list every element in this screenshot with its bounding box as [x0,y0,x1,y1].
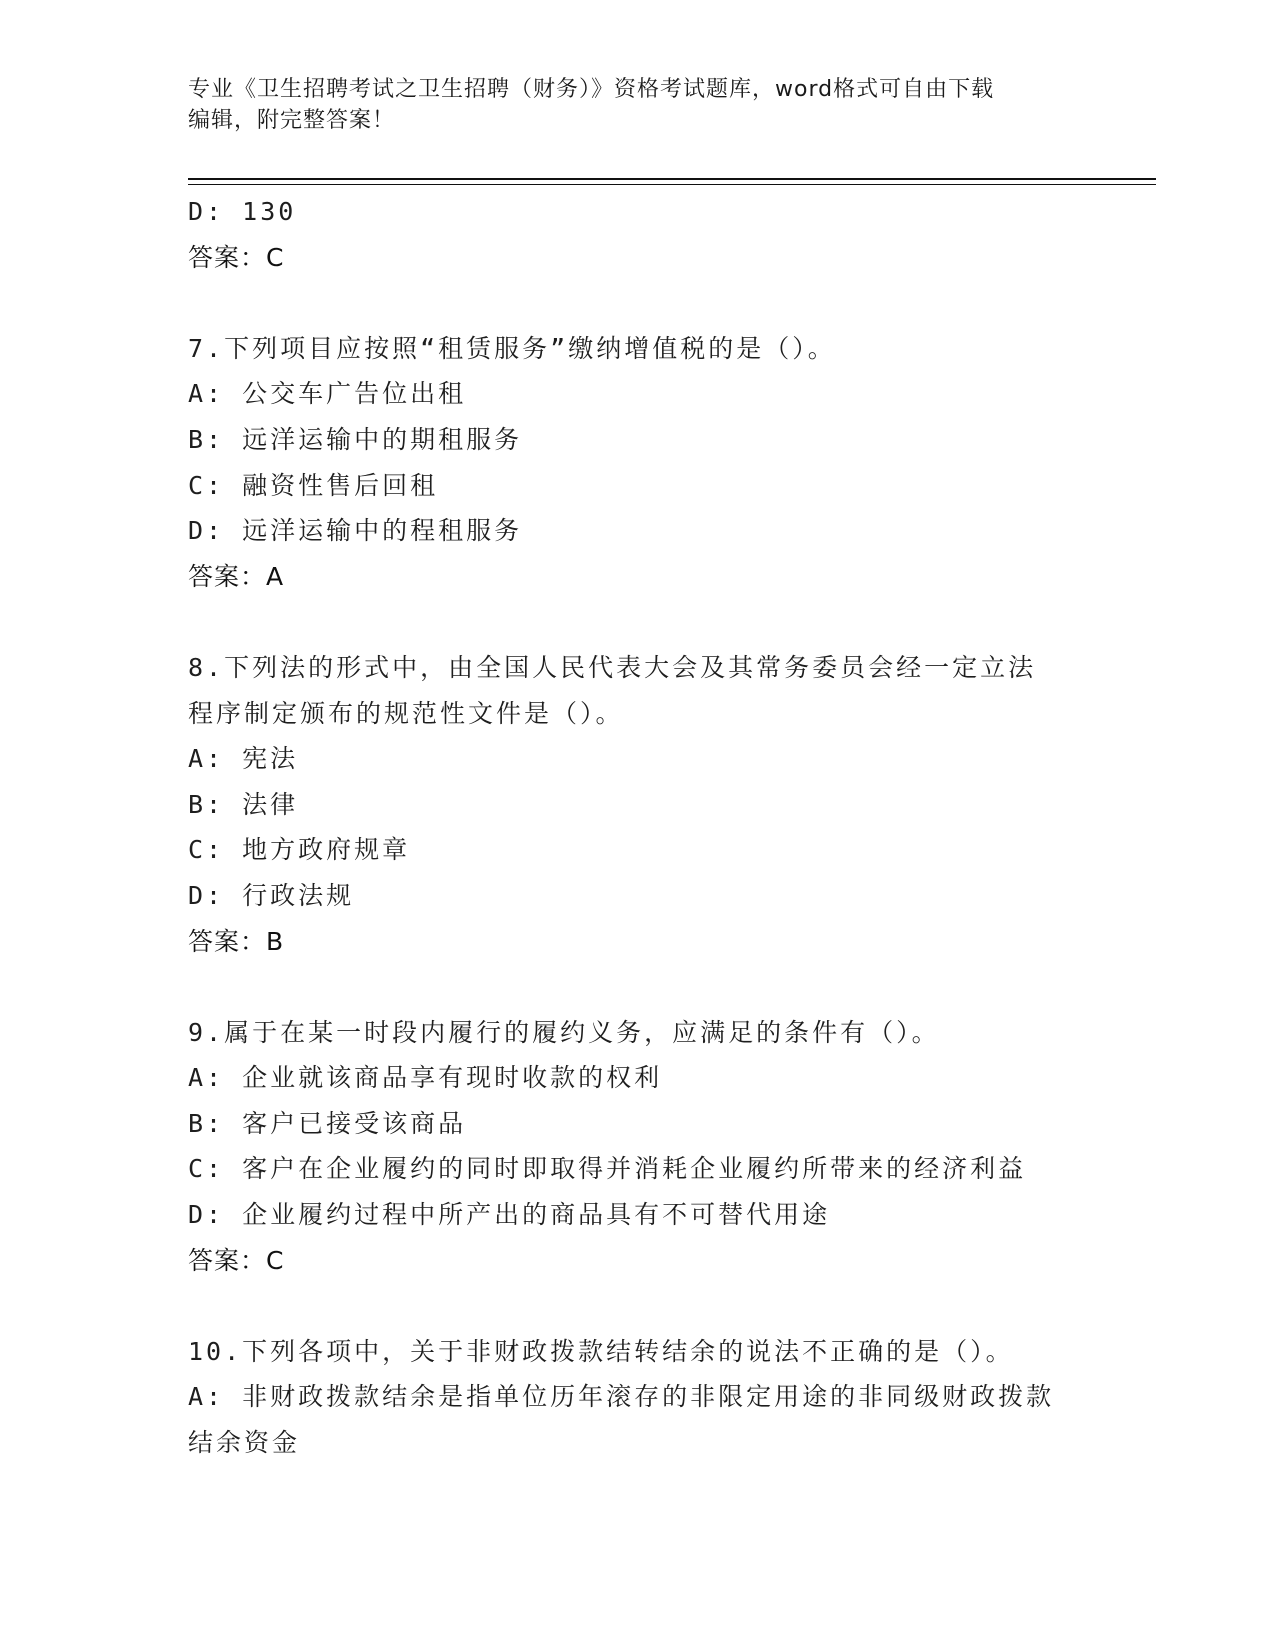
option-b: B: 客户已接受该商品 [188,1108,467,1138]
option-c: C: 地方政府规章 [188,835,411,865]
question-stem: 9.属于在某一时段内履行的履约义务，应满足的条件有（）。 [188,1017,940,1047]
answer-line: 答案：A [188,561,285,591]
document-header [188,74,1068,136]
question-stem: 10.下列各项中，关于非财政拨款结转结余的说法不正确的是（）。 [188,1336,1014,1366]
question-8 [188,645,1088,964]
question-9 [188,1010,1088,1284]
question-10 [188,1329,1088,1466]
option-a: A: 宪法 [188,744,299,774]
spacer [188,599,1088,645]
header-rule-thick [188,178,1156,180]
previous-question-tail [188,189,1088,280]
option-d: D: 企业履约过程中所产出的商品具有不可替代用途 [188,1200,831,1230]
spacer [188,964,1088,1010]
question-stem: 8.下列法的形式中，由全国人民代表大会及其常务委员会经一定立法 [188,652,1037,682]
header-line-2: 编辑，附完整答案！ [188,108,396,133]
option-d: D: 远洋运输中的程租服务 [188,516,523,546]
option-c: C: 客户在企业履约的同时即取得并消耗企业履约所带来的经济利益 [188,1154,1027,1184]
option-a: A: 非财政拨款结余是指单位历年滚存的非限定用途的非同级财政拨款 [188,1382,1055,1412]
option-a-continued: 结余资金 [188,1428,301,1458]
header-rule-thin [188,184,1156,185]
spacer [188,280,1088,326]
option-a: A: 公交车广告位出租 [188,379,467,409]
answer-line: 答案：C [188,242,285,272]
option-d: D: 行政法规 [188,880,355,910]
question-7 [188,326,1088,600]
question-content [188,189,1088,1466]
option-b: B: 远洋运输中的期租服务 [188,424,523,454]
answer-line: 答案：C [188,1245,285,1275]
option-b: B: 法律 [188,789,299,819]
spacer [188,1283,1088,1329]
answer-line: 答案：B [188,926,285,956]
header-line-1: 专业《卫生招聘考试之卫生招聘（财务）》资格考试题库，word格式可自由下载 [188,77,995,102]
option-d: D: 130 [188,197,297,226]
option-c: C: 融资性售后回租 [188,470,439,500]
option-a: A: 企业就该商品享有现时收款的权利 [188,1063,663,1093]
question-stem-continued: 程序制定颁布的规范性文件是（）。 [188,698,624,728]
question-stem: 7.下列项目应按照“租赁服务”缴纳增值税的是（）。 [188,333,836,363]
